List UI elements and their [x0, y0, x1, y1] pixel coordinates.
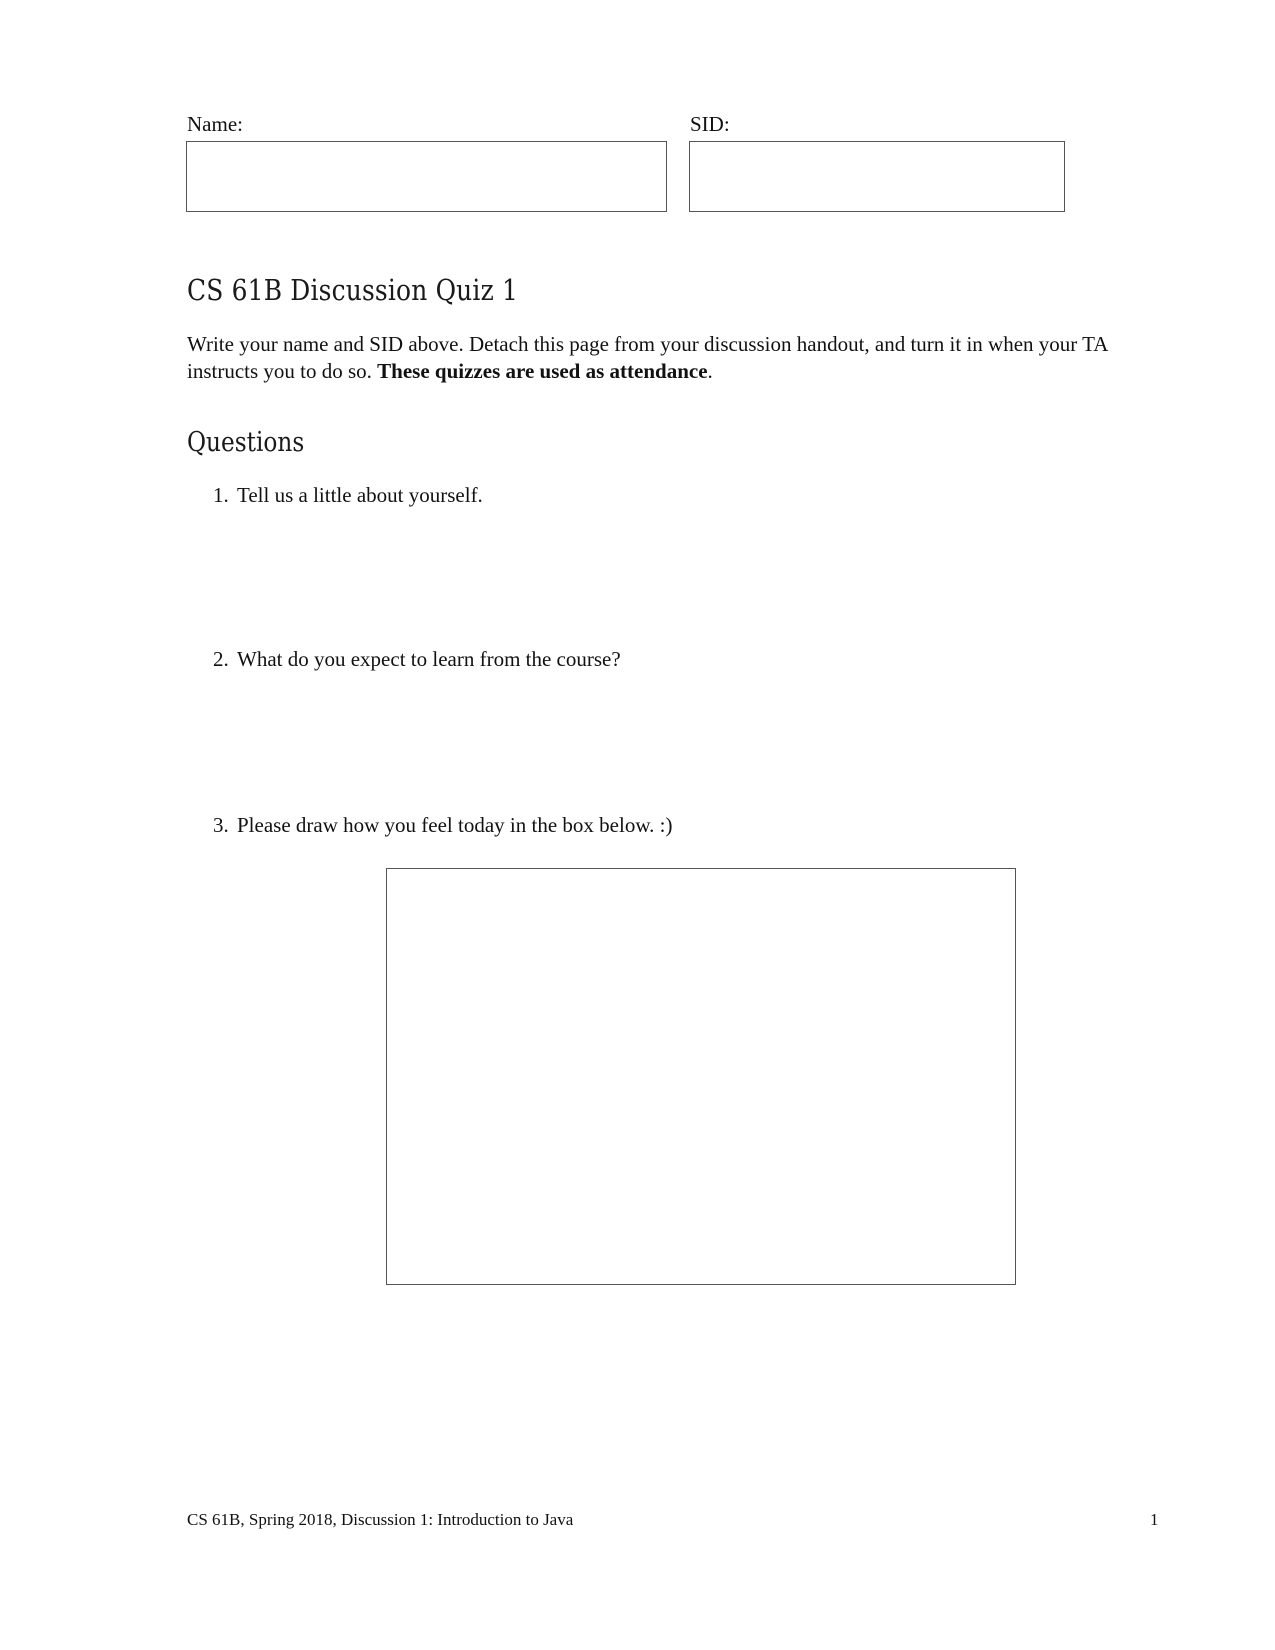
question-3	[213, 812, 913, 838]
question-number: 1.	[213, 483, 229, 507]
question-number: 2.	[213, 647, 229, 671]
question-2	[213, 646, 913, 672]
drawing-box[interactable]	[386, 868, 1016, 1285]
question-text: Please draw how you feel today in the box below. :)	[237, 813, 673, 837]
question-1	[213, 482, 913, 508]
page-title: CS 61B Discussion Quiz 1	[187, 273, 519, 307]
instructions-text: Write your name and SID above. Detach this page from your discussion handout, and turn it in when your TA instructs you to do so.	[187, 332, 1108, 383]
footer-course-info: CS 61B, Spring 2018, Discussion 1: Introduction to Java	[187, 1510, 574, 1529]
sid-field[interactable]	[689, 141, 1065, 212]
instructions-bold-text: These quizzes are used as attendance	[377, 359, 708, 383]
instructions-paragraph	[187, 331, 1167, 385]
name-label: Name:	[187, 112, 243, 136]
questions-heading: Questions	[187, 427, 305, 458]
sid-label: SID:	[690, 112, 730, 136]
instructions-end: .	[707, 359, 713, 383]
name-field[interactable]	[186, 141, 667, 212]
question-number: 3.	[213, 813, 229, 837]
question-text: What do you expect to learn from the course?	[237, 647, 621, 671]
page-number: 1	[1150, 1510, 1159, 1529]
question-text: Tell us a little about yourself.	[237, 483, 483, 507]
